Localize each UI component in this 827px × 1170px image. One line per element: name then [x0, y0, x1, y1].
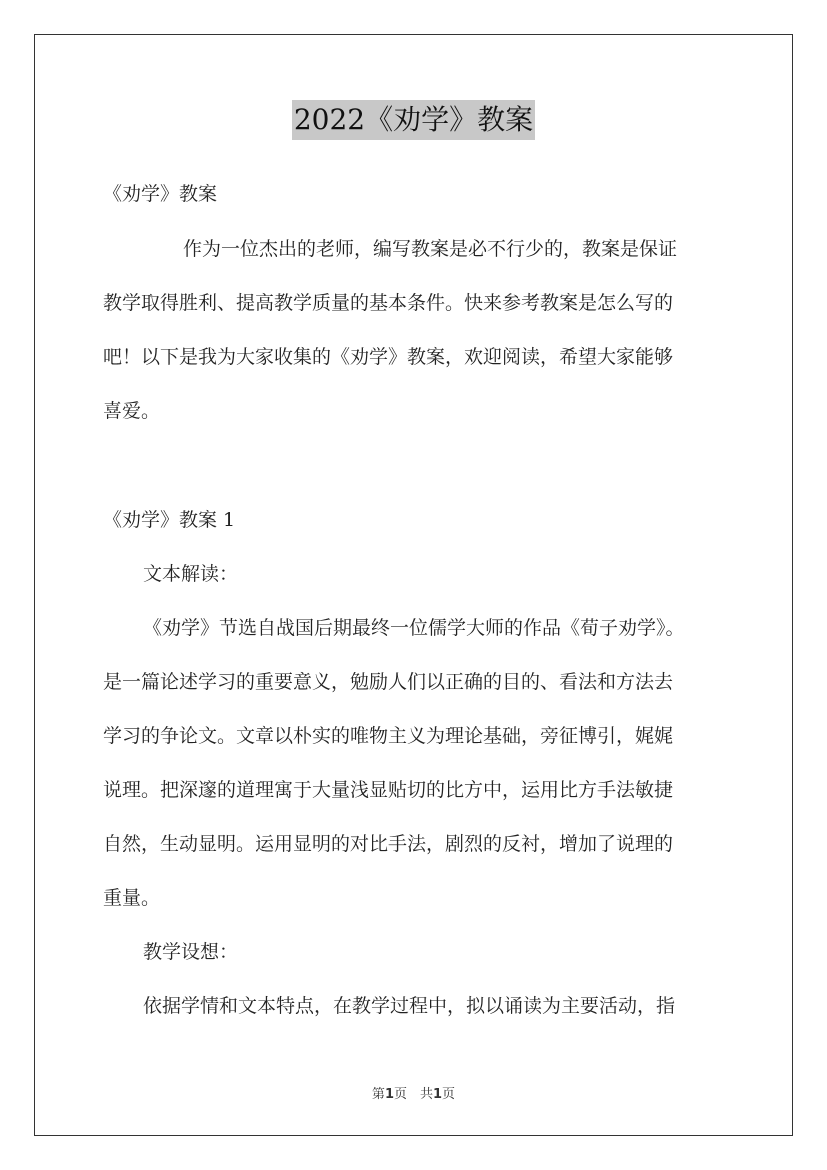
document-title: 2022《劝学》教案 — [292, 100, 535, 140]
reading-line-4: 说理。把深邃的道理寓于大量浅显贴切的比方中，运用比方手法敏捷 — [103, 779, 674, 801]
footer-mid: 页 共 — [393, 1087, 433, 1102]
footer-suffix: 页 — [442, 1087, 456, 1102]
footer-total-pages: 1 — [433, 1087, 443, 1102]
intro-line-2: 教学取得胜利、提高教学质量的基本条件。快来参考教案是怎么写的 — [103, 292, 674, 314]
footer-prefix: 第 — [371, 1087, 385, 1102]
reading-line-1: 《劝学》节选自战国后期最终一位儒学大师的作品《荀子劝学》。 — [143, 617, 685, 639]
reading-line-5: 自然，生动显明。运用显明的对比手法，剧烈的反衬，增加了说理的 — [103, 833, 674, 855]
design-line-1: 依据学情和文本特点，在教学过程中，拟以诵读为主要活动，指 — [143, 995, 676, 1017]
section-1-heading: 《劝学》教案 1 — [103, 509, 236, 531]
intro-line-4: 喜爱。 — [103, 400, 161, 422]
section-heading: 《劝学》教案 — [103, 183, 218, 205]
page-footer — [0, 1083, 827, 1102]
title-container — [0, 100, 827, 140]
reading-line-3: 学习的争论文。文章以朴实的唯物主义为理论基础，旁征博引，娓娓 — [103, 725, 674, 747]
reading-line-2: 是一篇论述学习的重要意义，勉励人们以正确的目的、看法和方法去 — [103, 671, 674, 693]
intro-line-3: 吧！以下是我为大家收集的《劝学》教案，欢迎阅读，希望大家能够 — [103, 346, 674, 368]
footer-current-page: 1 — [384, 1087, 394, 1102]
intro-line-1: 作为一位杰出的老师，编写教案是必不行少的，教案是保证 — [183, 238, 678, 260]
reading-line-6: 重量。 — [103, 887, 161, 909]
design-label: 教学设想： — [143, 941, 239, 963]
reading-label: 文本解读： — [143, 563, 239, 585]
